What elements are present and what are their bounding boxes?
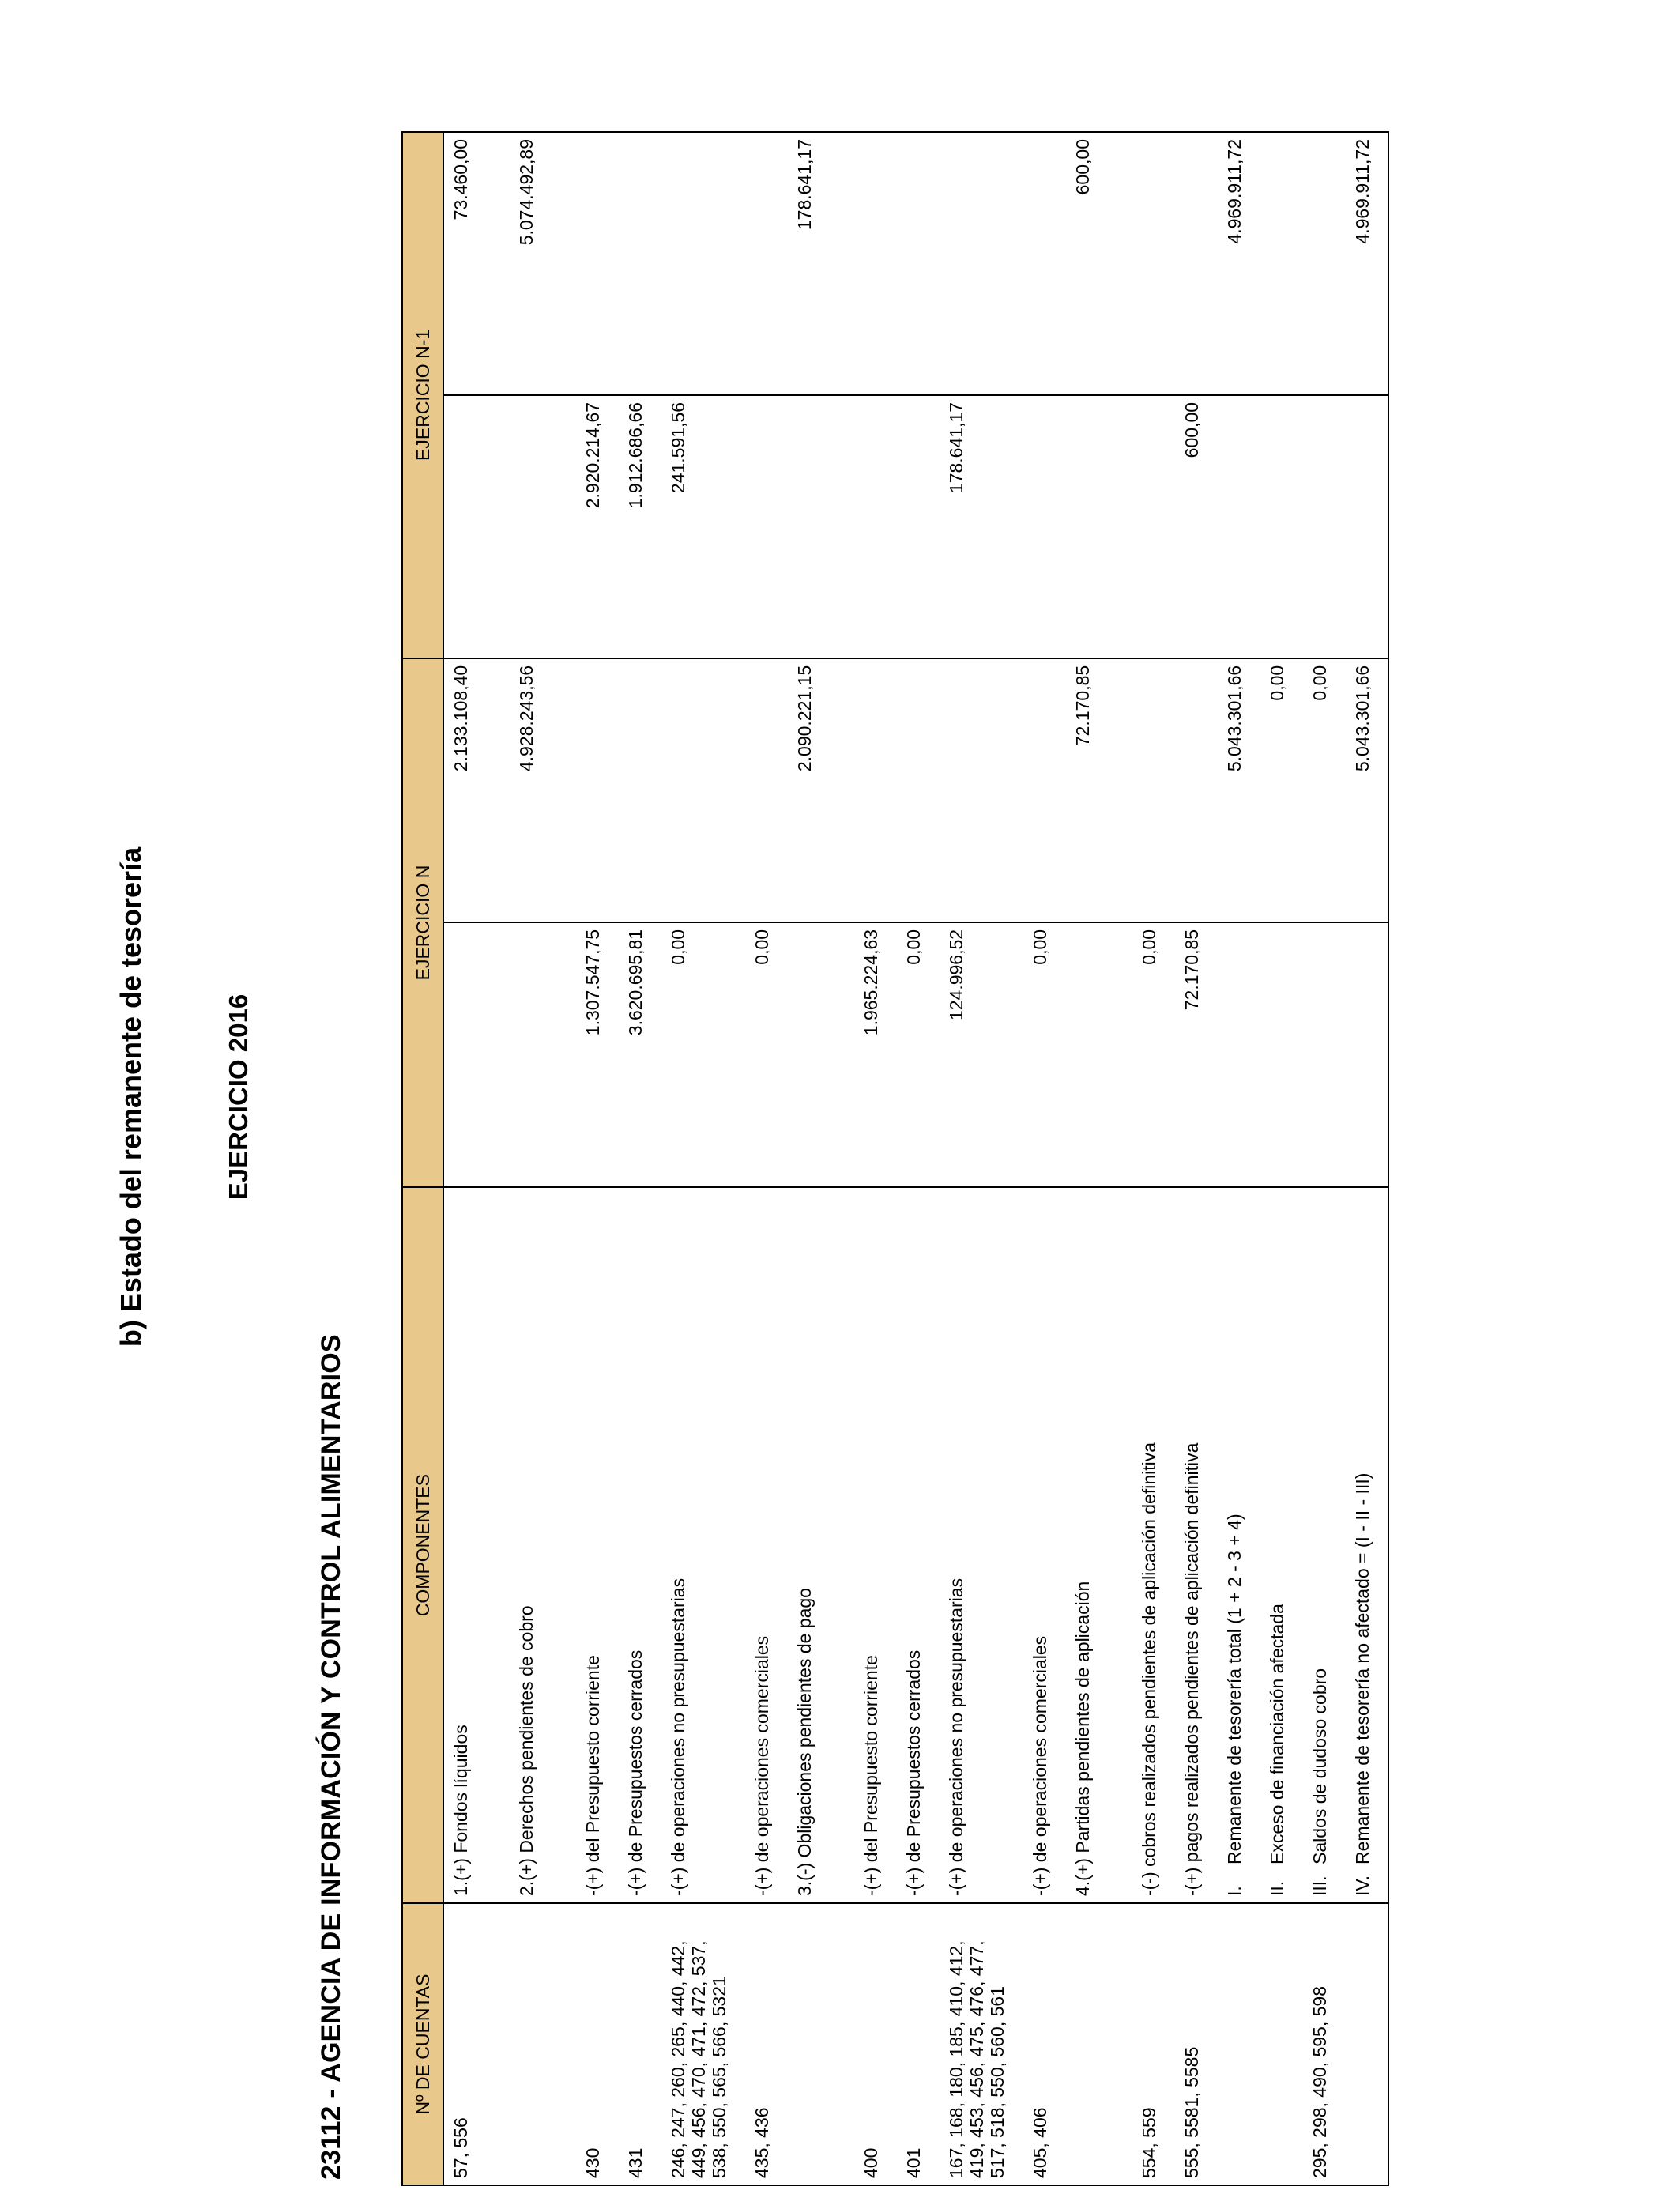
prior-year-detail-cell [1066, 395, 1132, 658]
prior-year-detail-cell: 2.920.214,67 [576, 395, 619, 658]
current-year-total-cell [940, 658, 1023, 922]
account-codes-cell: 401 [897, 1903, 940, 2185]
prior-year-total-cell [940, 132, 1023, 395]
current-year-detail-cell [443, 922, 510, 1187]
current-year-total-cell: 2.133.108,40 [443, 658, 510, 922]
current-year-total-cell [1175, 658, 1218, 922]
table-row [854, 132, 897, 2185]
account-codes-cell: 295, 298, 490, 595, 598 [1303, 1903, 1346, 2185]
component-label: Exceso de financiación afectada [1267, 1604, 1287, 1864]
account-codes-cell: 435, 436 [745, 1903, 788, 2185]
component-cell: -(+) pagos realizados pendientes de aplicación definitiva [1175, 1187, 1218, 1903]
table-row [443, 132, 510, 2185]
table-row [1066, 132, 1132, 2185]
current-year-total-cell: 0,00 [1260, 658, 1303, 922]
prior-year-total-cell [1260, 132, 1303, 395]
account-codes-cell: 554, 559 [1132, 1903, 1175, 2185]
current-year-detail-cell [1303, 922, 1346, 1187]
table-row [1218, 132, 1260, 2185]
fiscal-year-title: EJERCICIO 2016 [224, 993, 253, 1201]
roman-numeral: IV. [1352, 1875, 1373, 1896]
account-codes-cell: 57, 556 [443, 1903, 510, 2185]
current-year-total-cell: 5.043.301,66 [1346, 658, 1388, 922]
account-codes-cell [1066, 1903, 1132, 2185]
current-year-detail-cell: 1.965.224,63 [854, 922, 897, 1187]
component-cell: -(+) de operaciones no presupuestarias [940, 1187, 1023, 1903]
table-row [1175, 132, 1218, 2185]
component-cell: -(+) de Presupuestos cerrados [619, 1187, 661, 1903]
table-row [745, 132, 788, 2185]
prior-year-total-cell [897, 132, 940, 395]
prior-year-total-cell [619, 132, 661, 395]
account-codes-cell [510, 1903, 576, 2185]
current-year-detail-cell [1346, 922, 1388, 1187]
component-cell [1260, 1187, 1303, 1903]
current-year-detail-cell [1218, 922, 1260, 1187]
account-codes-cell: 555, 5581, 5585 [1175, 1903, 1218, 2185]
page-title: b) Estado del remanente de tesorería [115, 846, 147, 1348]
table-row [1023, 132, 1066, 2185]
current-year-total-cell [1023, 658, 1066, 922]
table-row [940, 132, 1023, 2185]
table-body [443, 132, 1388, 2185]
prior-year-detail-cell [1346, 395, 1388, 658]
prior-year-detail-cell [897, 395, 940, 658]
prior-year-detail-cell [443, 395, 510, 658]
table-row [1260, 132, 1303, 2185]
component-label: Remanente de tesorería total (1 + 2 - 3 + 4) [1224, 1514, 1245, 1864]
prior-year-total-cell: 600,00 [1066, 132, 1132, 395]
table-row [576, 132, 619, 2185]
prior-year-detail-cell [745, 395, 788, 658]
component-cell [1218, 1187, 1260, 1903]
table-row [510, 132, 576, 2185]
roman-numeral: II. [1267, 1880, 1287, 1896]
component-cell: -(+) de operaciones no presupuestarias [661, 1187, 745, 1903]
roman-numeral: III. [1309, 1875, 1330, 1896]
prior-year-total-cell [745, 132, 788, 395]
current-year-total-cell [619, 658, 661, 922]
prior-year-detail-cell [1260, 395, 1303, 658]
component-label: Remanente de tesorería no afectado = (I - II - III) [1352, 1472, 1373, 1864]
component-cell: -(+) de operaciones comerciales [745, 1187, 788, 1903]
component-cell: 1.(+) Fondos líquidos [443, 1187, 510, 1903]
treasury-remainder-table [401, 131, 1389, 2186]
prior-year-total-cell [1023, 132, 1066, 395]
current-year-total-cell [661, 658, 745, 922]
table-row [661, 132, 745, 2185]
current-year-total-cell: 0,00 [1303, 658, 1346, 922]
current-year-total-cell: 72.170,85 [1066, 658, 1132, 922]
current-year-total-cell: 2.090.221,15 [788, 658, 854, 922]
current-year-total-cell [854, 658, 897, 922]
header-ejercicio-n: EJERCICIO N [402, 658, 443, 1187]
component-cell: 4.(+) Partidas pendientes de aplicación [1066, 1187, 1132, 1903]
component-cell: 2.(+) Derechos pendientes de cobro [510, 1187, 576, 1903]
current-year-detail-cell [1260, 922, 1303, 1187]
header-cuentas: Nº DE CUENTAS [402, 1903, 443, 2185]
prior-year-total-cell: 4.969.911,72 [1218, 132, 1260, 395]
account-codes-cell [788, 1903, 854, 2185]
prior-year-detail-cell: 178.641,17 [940, 395, 1023, 658]
component-cell: -(+) del Presupuesto corriente [576, 1187, 619, 1903]
current-year-detail-cell: 1.307.547,75 [576, 922, 619, 1187]
prior-year-detail-cell [1303, 395, 1346, 658]
prior-year-total-cell: 5.074.492,89 [510, 132, 576, 395]
current-year-detail-cell: 124.996,52 [940, 922, 1023, 1187]
account-codes-cell: 405, 406 [1023, 1903, 1066, 2185]
account-codes-cell: 167, 168, 180, 185, 410, 412, 419, 453, 456, 475, 476, 477, 517, 518, 550, 560, 561 [940, 1903, 1023, 2185]
account-codes-cell: 246, 247, 260, 265, 440, 442, 449, 456, 470, 471, 472, 537, 538, 550, 565, 566, 5321 [661, 1903, 745, 2185]
table-row [788, 132, 854, 2185]
prior-year-detail-cell: 600,00 [1175, 395, 1218, 658]
account-codes-cell: 431 [619, 1903, 661, 2185]
current-year-detail-cell: 0,00 [897, 922, 940, 1187]
component-label: Saldos de dudoso cobro [1309, 1668, 1330, 1864]
header-ejercicio-n1: EJERCICIO N-1 [402, 132, 443, 658]
prior-year-total-cell: 73.460,00 [443, 132, 510, 395]
current-year-detail-cell: 0,00 [1132, 922, 1175, 1187]
current-year-total-cell [897, 658, 940, 922]
prior-year-detail-cell [1218, 395, 1260, 658]
table-row [1303, 132, 1346, 2185]
current-year-total-cell: 4.928.243,56 [510, 658, 576, 922]
prior-year-detail-cell [854, 395, 897, 658]
prior-year-detail-cell [788, 395, 854, 658]
prior-year-total-cell [1303, 132, 1346, 395]
prior-year-detail-cell [1023, 395, 1066, 658]
prior-year-detail-cell [510, 395, 576, 658]
current-year-total-cell [745, 658, 788, 922]
account-codes-cell [1260, 1903, 1303, 2185]
prior-year-detail-cell: 241.591,56 [661, 395, 745, 658]
table-row [1346, 132, 1388, 2185]
current-year-total-cell: 5.043.301,66 [1218, 658, 1260, 922]
component-cell [1303, 1187, 1346, 1903]
current-year-detail-cell: 0,00 [745, 922, 788, 1187]
current-year-detail-cell: 0,00 [661, 922, 745, 1187]
table-header-row [402, 132, 443, 2185]
account-codes-cell [1346, 1903, 1388, 2185]
prior-year-total-cell: 178.641,17 [788, 132, 854, 395]
current-year-detail-cell [1066, 922, 1132, 1187]
prior-year-detail-cell [1132, 395, 1175, 658]
entity-heading: 23112 - AGENCIA DE INFORMACIÓN Y CONTROL ALIMENTARIOS [316, 1334, 346, 2180]
roman-numeral: I. [1224, 1886, 1245, 1896]
account-codes-cell: 400 [854, 1903, 897, 2185]
component-cell: -(+) del Presupuesto corriente [854, 1187, 897, 1903]
table-row [619, 132, 661, 2185]
current-year-detail-cell: 0,00 [1023, 922, 1066, 1187]
current-year-total-cell [576, 658, 619, 922]
account-codes-cell: 430 [576, 1903, 619, 2185]
current-year-detail-cell: 72.170,85 [1175, 922, 1218, 1187]
prior-year-total-cell [1175, 132, 1218, 395]
prior-year-total-cell: 4.969.911,72 [1346, 132, 1388, 395]
account-codes-cell [1218, 1903, 1260, 2185]
table-row [897, 132, 940, 2185]
prior-year-detail-cell: 1.912.686,66 [619, 395, 661, 658]
prior-year-total-cell [576, 132, 619, 395]
component-cell: -(+) de operaciones comerciales [1023, 1187, 1066, 1903]
current-year-detail-cell: 3.620.695,81 [619, 922, 661, 1187]
prior-year-total-cell [854, 132, 897, 395]
current-year-total-cell [1132, 658, 1175, 922]
current-year-detail-cell [788, 922, 854, 1187]
component-cell: -(+) de Presupuestos cerrados [897, 1187, 940, 1903]
component-cell [1346, 1187, 1388, 1903]
header-componentes: COMPONENTES [402, 1187, 443, 1903]
table-row [1132, 132, 1175, 2185]
current-year-detail-cell [510, 922, 576, 1187]
component-cell: 3.(-) Obligaciones pendientes de pago [788, 1187, 854, 1903]
prior-year-total-cell [661, 132, 745, 395]
prior-year-total-cell [1132, 132, 1175, 395]
component-cell: -(-) cobros realizados pendientes de aplicación definitiva [1132, 1187, 1175, 1903]
